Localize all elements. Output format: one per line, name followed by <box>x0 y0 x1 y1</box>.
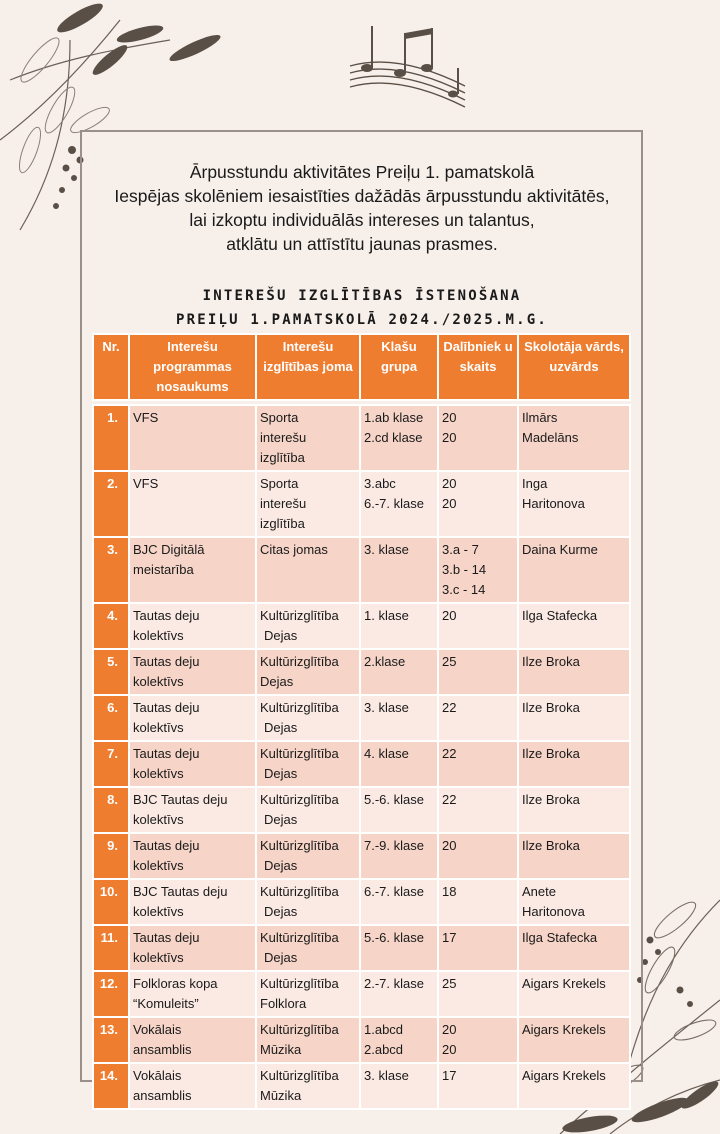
cell-area <box>256 649 360 695</box>
cell-teacher <box>518 1063 630 1109</box>
cell-count <box>438 695 518 741</box>
cell-line: Daina Kurme <box>522 542 598 557</box>
cell-line: 20 <box>442 496 457 511</box>
cell-line: kolektīvs <box>133 720 184 735</box>
intro-line: Iespējas skolēniem iesaistīties dažādās ārpusstundu aktivitātēs, <box>114 186 610 206</box>
cell-line: Ilze Broka <box>522 654 580 669</box>
cell-line: 1.abcd <box>364 1022 404 1037</box>
cell-line: kolektīvs <box>133 812 184 827</box>
cell-line: 22 <box>442 746 457 761</box>
cell-teacher <box>518 833 630 879</box>
cell-line: Aigars Krekels <box>522 1022 606 1037</box>
cell-line: Dejas <box>264 904 298 919</box>
row-number: 8. <box>93 787 129 833</box>
header-teacher: Skolotāja vārds, uzvārds <box>518 334 630 400</box>
table-row <box>93 879 630 925</box>
cell-group <box>360 971 438 1017</box>
cell-count <box>438 1017 518 1063</box>
intro-line: lai izkoptu individuālās intereses un talantus, <box>189 210 535 230</box>
cell-line: ansamblis <box>133 1042 192 1057</box>
cell-teacher <box>518 879 630 925</box>
cell-program <box>129 741 256 787</box>
cell-line: 3. klase <box>364 1068 409 1083</box>
cell-line: Kultūrizglītība <box>260 976 339 991</box>
cell-line: 3.a - 7 <box>442 542 479 557</box>
cell-teacher <box>518 787 630 833</box>
cell-count <box>438 649 518 695</box>
cell-line: Vokālais <box>133 1068 182 1083</box>
cell-line: Dejas <box>264 950 298 965</box>
table-row <box>93 1063 630 1109</box>
activities-table <box>92 333 631 1110</box>
cell-line: Kultūrizglītība <box>260 884 339 899</box>
cell-line: Kultūrizglītība <box>260 654 339 669</box>
row-number: 13. <box>93 1017 129 1063</box>
cell-program <box>129 971 256 1017</box>
cell-line: 20 <box>442 430 457 445</box>
row-number: 14. <box>93 1063 129 1109</box>
cell-count <box>438 1063 518 1109</box>
cell-teacher <box>518 971 630 1017</box>
cell-line: 3.b - 14 <box>442 562 487 577</box>
cell-teacher <box>518 695 630 741</box>
cell-program <box>129 787 256 833</box>
music-notes-icon <box>345 18 490 108</box>
cell-line: 3. klase <box>364 542 409 557</box>
cell-count <box>438 537 518 603</box>
cell-line: Tautas deju <box>133 700 200 715</box>
cell-line: Tautas deju <box>133 746 200 761</box>
cell-area <box>256 537 360 603</box>
cell-line: Ilmārs <box>522 410 558 425</box>
heading-line: INTEREŠU IZGLĪTĪBAS ĪSTENOŠANA <box>202 288 522 304</box>
table-row <box>93 1017 630 1063</box>
cell-line: Folklora <box>260 996 307 1011</box>
cell-program <box>129 833 256 879</box>
cell-line: Kultūrizglītība <box>260 700 339 715</box>
cell-program <box>129 471 256 537</box>
cell-line: 17 <box>442 1068 457 1083</box>
cell-line: Dejas <box>260 674 294 689</box>
table-row <box>93 695 630 741</box>
cell-line: Kultūrizglītība <box>260 838 339 853</box>
row-number: 3. <box>93 537 129 603</box>
cell-program <box>129 405 256 471</box>
cell-line: “Komuleits” <box>133 996 199 1011</box>
cell-line: 20 <box>442 1042 457 1057</box>
cell-line: interešu <box>260 430 307 445</box>
table-row <box>93 971 630 1017</box>
cell-line: 20 <box>442 476 457 491</box>
cell-line: 20 <box>442 410 457 425</box>
cell-line: VFS <box>133 410 159 425</box>
cell-line: izglītība <box>260 516 305 531</box>
cell-line: Dejas <box>264 812 298 827</box>
cell-line: 5.-6. klase <box>364 792 424 807</box>
cell-line: Inga <box>522 476 548 491</box>
cell-area <box>256 833 360 879</box>
cell-line: Ilga Stafecka <box>522 608 598 623</box>
cell-group <box>360 405 438 471</box>
cell-line: 6.-7. klase <box>364 884 424 899</box>
cell-line: 18 <box>442 884 457 899</box>
cell-program <box>129 603 256 649</box>
cell-line: interešu <box>260 496 307 511</box>
cell-line: 20 <box>442 1022 457 1037</box>
cell-program <box>129 1017 256 1063</box>
table-row <box>93 537 630 603</box>
cell-program <box>129 1063 256 1109</box>
cell-program <box>129 879 256 925</box>
cell-teacher <box>518 1017 630 1063</box>
cell-program <box>129 695 256 741</box>
cell-line: 5.-6. klase <box>364 930 424 945</box>
cell-program <box>129 537 256 603</box>
cell-group <box>360 741 438 787</box>
cell-program <box>129 649 256 695</box>
row-number: 4. <box>93 603 129 649</box>
cell-line: BJC Tautas deju <box>133 792 228 807</box>
cell-line: Aigars Krekels <box>522 1068 606 1083</box>
cell-line: 3. klase <box>364 700 409 715</box>
cell-line: Anete <box>522 884 556 899</box>
table-row <box>93 925 630 971</box>
cell-line: 2.klase <box>364 654 406 669</box>
cell-line: kolektīvs <box>133 858 184 873</box>
table-row <box>93 471 630 537</box>
cell-line: Kultūrizglītība <box>260 792 339 807</box>
cell-line: Haritonova <box>522 904 585 919</box>
cell-line: Kultūrizglītība <box>260 746 339 761</box>
cell-line: Tautas deju <box>133 838 200 853</box>
row-number: 6. <box>93 695 129 741</box>
cell-line: Madelāns <box>522 430 579 445</box>
cell-line: 20 <box>442 838 457 853</box>
intro-text <box>92 160 632 256</box>
intro-line: atklātu un attīstītu jaunas prasmes. <box>226 234 498 254</box>
cell-line: BJC Tautas deju <box>133 884 228 899</box>
cell-count <box>438 925 518 971</box>
cell-program <box>129 925 256 971</box>
cell-area <box>256 787 360 833</box>
row-number: 1. <box>93 405 129 471</box>
table-heading <box>92 284 632 332</box>
cell-line: Ilze Broka <box>522 700 580 715</box>
intro-line: Ārpusstundu aktivitātes Preiļu 1. pamatskolā <box>189 162 535 182</box>
cell-line: kolektīvs <box>133 950 184 965</box>
table-row <box>93 649 630 695</box>
header-area: Interešu izglītības joma <box>256 334 360 400</box>
cell-line: 22 <box>442 700 457 715</box>
cell-line: Kultūrizglītība <box>260 1068 339 1083</box>
cell-count <box>438 787 518 833</box>
cell-line: kolektīvs <box>133 674 184 689</box>
header-group: Klašu grupa <box>360 334 438 400</box>
cell-line: Kultūrizglītība <box>260 608 339 623</box>
cell-line: Mūzika <box>260 1042 302 1057</box>
cell-teacher <box>518 649 630 695</box>
cell-line: Kultūrizglītība <box>260 1022 339 1037</box>
cell-line: Kultūrizglītība <box>260 930 339 945</box>
cell-teacher <box>518 925 630 971</box>
row-number: 12. <box>93 971 129 1017</box>
cell-group <box>360 1063 438 1109</box>
cell-line: 6.-7. klase <box>364 496 424 511</box>
cell-line: 20 <box>442 608 457 623</box>
cell-line: 7.-9. klase <box>364 838 424 853</box>
table-header-row <box>93 334 630 400</box>
cell-count <box>438 741 518 787</box>
cell-teacher <box>518 741 630 787</box>
row-number: 5. <box>93 649 129 695</box>
cell-group <box>360 537 438 603</box>
cell-area <box>256 603 360 649</box>
cell-line: Citas jomas <box>260 542 328 557</box>
cell-line: Dejas <box>264 628 298 643</box>
cell-line: Dejas <box>264 720 298 735</box>
cell-line: Ilze Broka <box>522 792 580 807</box>
row-number: 2. <box>93 471 129 537</box>
cell-line: Aigars Krekels <box>522 976 606 991</box>
cell-line: 3.c - 14 <box>442 582 486 597</box>
row-number: 11. <box>93 925 129 971</box>
cell-line: Folkloras kopa <box>133 976 218 991</box>
table-row <box>93 405 630 471</box>
cell-line: 2.-7. klase <box>364 976 424 991</box>
cell-count <box>438 471 518 537</box>
cell-area <box>256 471 360 537</box>
cell-line: Dejas <box>264 766 298 781</box>
cell-line: Tautas deju <box>133 654 200 669</box>
cell-count <box>438 603 518 649</box>
cell-count <box>438 405 518 471</box>
cell-line: 2.cd klase <box>364 430 423 445</box>
cell-area <box>256 879 360 925</box>
cell-area <box>256 925 360 971</box>
cell-teacher <box>518 537 630 603</box>
cell-teacher <box>518 603 630 649</box>
cell-line: kolektīvs <box>133 904 184 919</box>
cell-line: 1. klase <box>364 608 409 623</box>
row-number: 10. <box>93 879 129 925</box>
cell-line: 17 <box>442 930 457 945</box>
cell-group <box>360 471 438 537</box>
cell-teacher <box>518 405 630 471</box>
row-number: 7. <box>93 741 129 787</box>
cell-line: 25 <box>442 976 457 991</box>
cell-line: Dejas <box>264 858 298 873</box>
cell-group <box>360 1017 438 1063</box>
cell-count <box>438 971 518 1017</box>
cell-count <box>438 879 518 925</box>
header-count: Dalībniek u skaits <box>438 334 518 400</box>
cell-line: 1.ab klase <box>364 410 424 425</box>
cell-group <box>360 879 438 925</box>
cell-group <box>360 649 438 695</box>
table-row <box>93 833 630 879</box>
cell-line: kolektīvs <box>133 766 184 781</box>
cell-line: Mūzika <box>260 1088 302 1103</box>
heading-line: PREIĻU 1.PAMATSKOLĀ 2024./2025.M.G. <box>175 312 548 328</box>
cell-line: Ilga Stafecka <box>522 930 598 945</box>
cell-teacher <box>518 471 630 537</box>
cell-line: meistarība <box>133 562 194 577</box>
cell-line: Sporta <box>260 476 299 491</box>
cell-group <box>360 787 438 833</box>
cell-count <box>438 833 518 879</box>
cell-line: Tautas deju <box>133 608 200 623</box>
cell-line: Vokālais <box>133 1022 182 1037</box>
cell-area <box>256 1063 360 1109</box>
cell-area <box>256 971 360 1017</box>
cell-line: 25 <box>442 654 457 669</box>
cell-group <box>360 833 438 879</box>
cell-line: kolektīvs <box>133 628 184 643</box>
cell-line: izglītība <box>260 450 305 465</box>
table-row <box>93 741 630 787</box>
cell-line: VFS <box>133 476 159 491</box>
cell-area <box>256 405 360 471</box>
cell-line: Sporta <box>260 410 299 425</box>
cell-line: Ilze Broka <box>522 838 580 853</box>
cell-line: 22 <box>442 792 457 807</box>
cell-line: BJC Digitālā <box>133 542 205 557</box>
cell-group <box>360 603 438 649</box>
table-row <box>93 603 630 649</box>
cell-area <box>256 741 360 787</box>
cell-line: 3.abc <box>364 476 396 491</box>
cell-area <box>256 1017 360 1063</box>
cell-area <box>256 695 360 741</box>
cell-group <box>360 925 438 971</box>
cell-line: 2.abcd <box>364 1042 404 1057</box>
cell-line: ansamblis <box>133 1088 192 1103</box>
header-program: Interešu programmas nosaukums <box>129 334 256 400</box>
table-row <box>93 787 630 833</box>
cell-group <box>360 695 438 741</box>
cell-line: Haritonova <box>522 496 585 511</box>
cell-line: 4. klase <box>364 746 409 761</box>
row-number: 9. <box>93 833 129 879</box>
cell-line: Ilze Broka <box>522 746 580 761</box>
cell-line: Tautas deju <box>133 930 200 945</box>
header-nr: Nr. <box>93 334 129 400</box>
